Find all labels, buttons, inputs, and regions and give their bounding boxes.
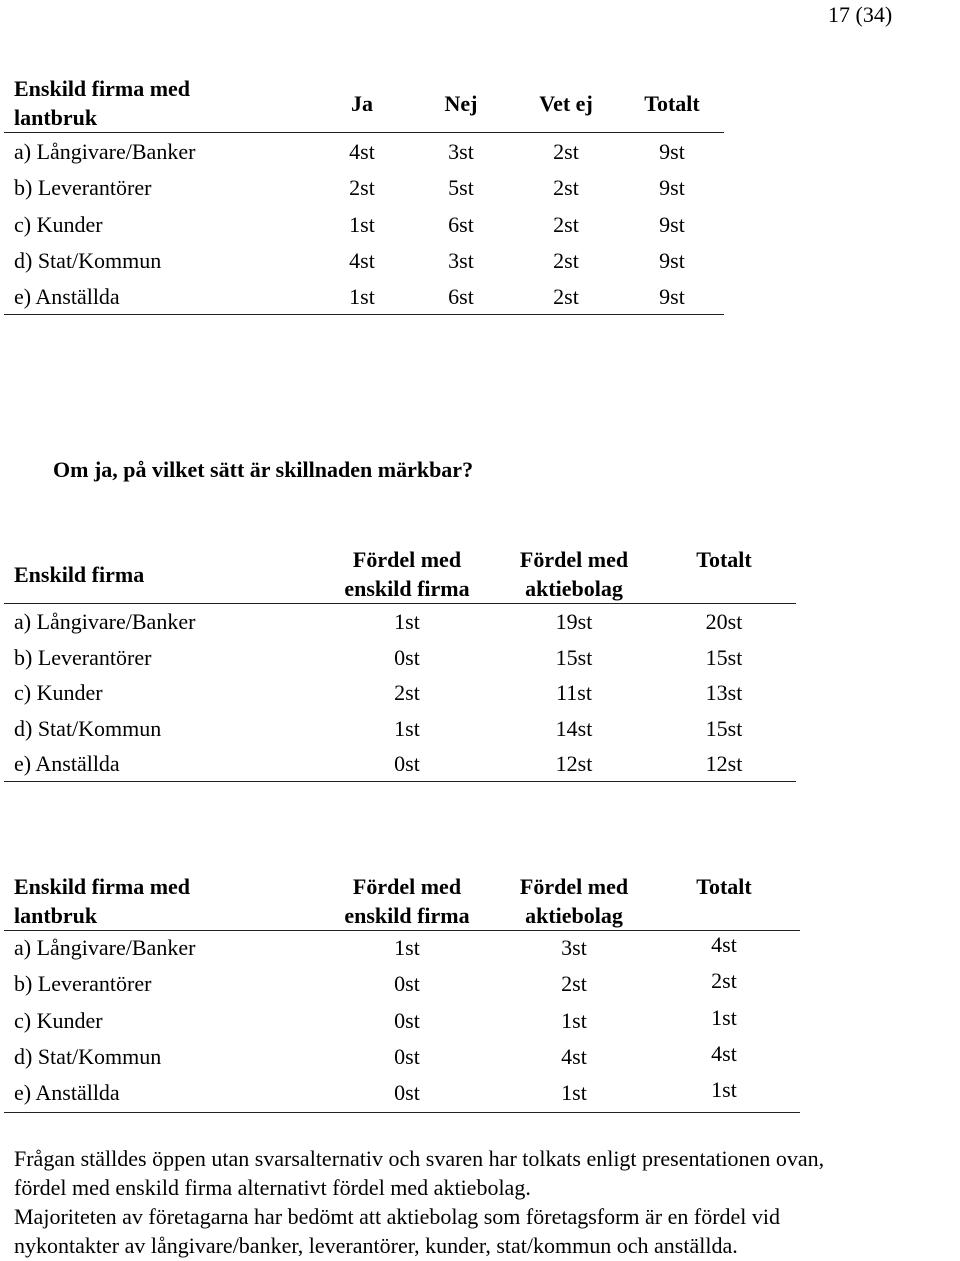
row-label: c) Kunder xyxy=(14,680,103,705)
row-value: 3st xyxy=(561,935,587,960)
row-label: b) Leverantörer xyxy=(14,971,152,997)
table3-title: Enskild firma med lantbruk xyxy=(14,874,191,928)
row-value: 1st xyxy=(349,211,375,237)
row-value: 9st xyxy=(659,211,685,237)
row-value: 2st xyxy=(394,680,420,705)
row-value: 9st xyxy=(659,175,685,201)
row-label: d) Stat/Kommun xyxy=(14,1043,162,1069)
row-value: 13st xyxy=(705,680,743,705)
row-value: 1st xyxy=(394,715,420,741)
row-value: 3st xyxy=(448,139,474,164)
row-label: c) Kunder xyxy=(14,1007,103,1033)
row-value: 20st xyxy=(705,609,743,634)
table1-title: Enskild firma med lantbruk xyxy=(14,76,191,130)
row-value: 9st xyxy=(659,284,685,310)
row-label: e) Anställda xyxy=(14,751,120,776)
row-value: 2st xyxy=(553,175,579,201)
table2-header-col2: Fördel med aktiebolag xyxy=(519,547,629,601)
table2-header-totalt: Totalt xyxy=(696,547,752,572)
row-value: 3st xyxy=(448,247,474,273)
row-value: 2st xyxy=(349,175,375,201)
row-value: 1st xyxy=(711,1004,737,1030)
row-value: 15st xyxy=(705,715,743,741)
table1-header-ja: Ja xyxy=(351,91,373,116)
row-value: 4st xyxy=(561,1043,587,1069)
row-value: 2st xyxy=(553,211,579,237)
row-label: a) Långivare/Banker xyxy=(14,139,196,164)
row-label: a) Långivare/Banker xyxy=(14,935,196,960)
row-value: 2st xyxy=(553,247,579,273)
row-label: d) Stat/Kommun xyxy=(14,715,162,741)
row-value: 4st xyxy=(349,247,375,273)
row-value: 9st xyxy=(659,139,685,164)
row-value: 0st xyxy=(394,1043,420,1069)
row-value: 4st xyxy=(349,139,375,164)
row-value: 1st xyxy=(561,1007,587,1033)
row-value: 12st xyxy=(705,751,743,776)
table2-header-col1: Fördel med enskild firma xyxy=(344,547,470,601)
question-heading: Om ja, på vilket sätt är skillnaden märkbar? xyxy=(53,457,474,482)
row-value: 2st xyxy=(561,971,587,997)
table1-header-nej: Nej xyxy=(444,91,478,116)
row-value: 15st xyxy=(705,644,743,670)
row-value: 14st xyxy=(555,715,593,741)
row-value: 4st xyxy=(711,932,737,957)
row-value: 6st xyxy=(448,284,474,310)
conclusion-paragraph: Majoriteten av företagarna har bedömt att aktiebolag som företagsform är en fördel vid nykontakter av långivare/banker, leverantörer, kunder, stat/kommun och anställda. xyxy=(14,1204,781,1258)
row-value: 12st xyxy=(555,751,593,776)
page-number: 17 (34) xyxy=(828,2,893,27)
row-value: 2st xyxy=(553,139,579,164)
row-value: 1st xyxy=(394,935,420,960)
row-value: 2st xyxy=(553,284,579,310)
table1-bottom-rule xyxy=(4,314,724,315)
table3-header-rule xyxy=(4,930,800,931)
row-label: b) Leverantörer xyxy=(14,175,152,201)
row-value: 0st xyxy=(394,1007,420,1033)
row-value: 5st xyxy=(448,175,474,201)
table2-bottom-rule xyxy=(4,781,796,782)
table3-header-totalt: Totalt xyxy=(696,874,752,899)
row-value: 1st xyxy=(711,1077,737,1103)
table1-header-vet-ej: Vet ej xyxy=(539,91,593,116)
table3-header-col2: Fördel med aktiebolag xyxy=(519,874,629,928)
row-value: 19st xyxy=(555,609,593,634)
explanation-paragraph: Frågan ställdes öppen utan svarsalternativ och svaren har tolkats enligt presentationen ovan, fördel med enskild firma alternativt fördel med aktiebolag. xyxy=(14,1146,825,1200)
row-value: 9st xyxy=(659,247,685,273)
table3-header-col1: Fördel med enskild firma xyxy=(344,874,470,928)
row-value: 11st xyxy=(556,680,592,705)
row-value: 4st xyxy=(711,1040,737,1066)
table3-bottom-rule xyxy=(4,1112,800,1113)
row-label: a) Långivare/Banker xyxy=(14,609,196,634)
table1-header-totalt: Totalt xyxy=(644,91,700,116)
row-value: 0st xyxy=(394,971,420,997)
row-value: 0st xyxy=(394,644,420,670)
row-value: 0st xyxy=(394,1080,420,1106)
row-label: d) Stat/Kommun xyxy=(14,247,162,273)
row-label: e) Anställda xyxy=(14,1080,120,1106)
row-value: 6st xyxy=(448,211,474,237)
row-label: c) Kunder xyxy=(14,211,103,237)
row-value: 15st xyxy=(555,644,593,670)
row-value: 2st xyxy=(711,968,737,994)
row-value: 1st xyxy=(349,284,375,310)
row-value: 1st xyxy=(561,1080,587,1106)
row-label: e) Anställda xyxy=(14,284,120,310)
table2-header-rule xyxy=(4,603,796,604)
row-value: 1st xyxy=(394,609,420,634)
table1-header-rule xyxy=(4,132,724,133)
row-value: 0st xyxy=(394,751,420,776)
row-label: b) Leverantörer xyxy=(14,644,152,670)
table2-title: Enskild firma xyxy=(14,562,145,587)
